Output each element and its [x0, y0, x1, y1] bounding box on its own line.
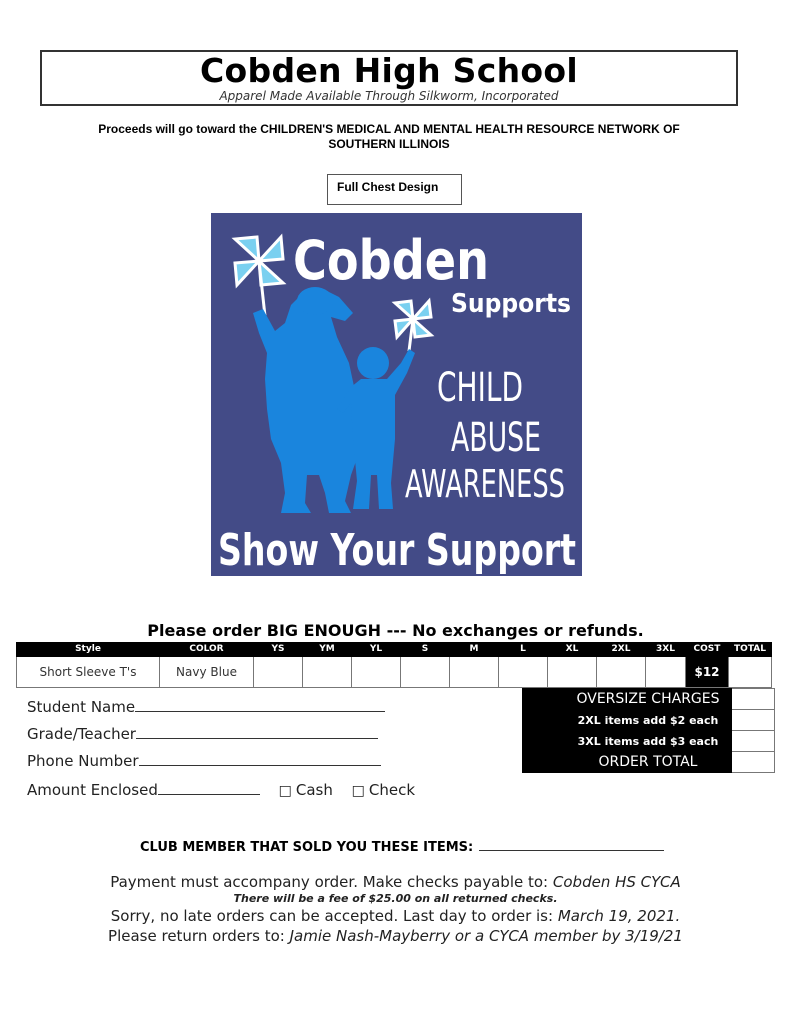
artwork-show-support-text: Show Your Support	[218, 525, 576, 576]
qty-ym-cell[interactable]	[303, 657, 352, 688]
color-cell: Navy Blue	[160, 657, 254, 688]
order-table-header-row	[17, 643, 772, 657]
late-order-note	[0, 907, 791, 925]
qty-xl-cell[interactable]	[548, 657, 597, 688]
phone-number-field[interactable]	[27, 751, 381, 770]
return-to: Jamie Nash-Mayberry or a CYCA member by 3/19/21	[289, 927, 683, 945]
table-row	[523, 689, 775, 710]
club-member-label: CLUB MEMBER THAT SOLD YOU THESE ITEMS:	[140, 840, 474, 855]
return-orders-note	[0, 927, 791, 945]
qty-3xl-cell[interactable]	[646, 657, 686, 688]
column-header: M	[450, 643, 499, 657]
page-subtitle: Apparel Made Available Through Silkworm, Incorporated	[219, 89, 559, 103]
returned-check-fee: There will be a fee of $25.00 on all returned checks.	[233, 892, 558, 905]
qty-yl-cell[interactable]	[352, 657, 401, 688]
artwork-abuse-text: ABUSE	[451, 415, 541, 461]
return-prefix: Please return orders to:	[108, 927, 285, 945]
qty-ys-cell[interactable]	[254, 657, 303, 688]
header-box	[40, 50, 738, 106]
column-header: L	[499, 643, 548, 657]
artwork-child-text: CHILD	[437, 365, 523, 411]
column-header: YS	[254, 643, 303, 657]
artwork-cobden-text: Cobden	[293, 229, 489, 292]
column-header: S	[401, 643, 450, 657]
cost-cell: $12	[686, 657, 729, 688]
oversize-charges-table	[522, 688, 775, 773]
oversize-2xl-row: 2XL items add $2 each	[565, 710, 732, 731]
checkbox-icon: □	[278, 783, 292, 799]
proceeds-line-1: Proceeds will go toward the CHILDREN'S MEDICAL AND MENTAL HEALTH RESOURCE NETWORK OF	[98, 122, 680, 136]
column-header: YL	[352, 643, 401, 657]
amount-enclosed-field[interactable]	[27, 780, 415, 799]
amount-enclosed-label: Amount Enclosed	[27, 781, 158, 799]
order-total-label: ORDER TOTAL	[565, 752, 732, 773]
oversize-3xl-row: 3XL items add $3 each	[565, 731, 732, 752]
qty-m-cell[interactable]	[450, 657, 499, 688]
student-name-label: Student Name	[27, 698, 136, 716]
last-day: March 19, 2021.	[557, 907, 681, 925]
student-name-field[interactable]	[27, 697, 385, 716]
cash-label: Cash	[295, 781, 333, 799]
style-cell: Short Sleeve T's	[17, 657, 160, 688]
artwork-supports-text: Supports	[451, 289, 571, 319]
club-member-field[interactable]	[140, 836, 664, 855]
total-cell[interactable]	[729, 657, 772, 688]
phone-number-blank[interactable]	[139, 751, 381, 766]
order-table	[16, 642, 772, 688]
proceeds-statement	[60, 122, 718, 152]
column-header: 3XL	[646, 643, 686, 657]
artwork-awareness-text: AWARENESS	[405, 462, 565, 506]
proceeds-line-2: SOUTHERN ILLINOIS	[328, 137, 450, 151]
table-row	[523, 710, 775, 731]
order-total-cell[interactable]	[732, 752, 775, 773]
column-header: COLOR	[160, 643, 254, 657]
payment-prefix: Payment must accompany order. Make checks payable to:	[110, 873, 549, 891]
grade-teacher-blank[interactable]	[136, 724, 378, 739]
oversize-3xl-total-cell[interactable]	[732, 731, 775, 752]
grade-teacher-label: Grade/Teacher	[27, 725, 136, 743]
phone-number-label: Phone Number	[27, 752, 139, 770]
shirt-design-artwork	[211, 213, 582, 576]
student-name-blank[interactable]	[135, 697, 385, 712]
oversize-header-total-cell[interactable]	[732, 689, 775, 710]
column-header: 2XL	[597, 643, 646, 657]
design-label: Full Chest Design	[327, 174, 462, 205]
grade-teacher-field[interactable]	[27, 724, 378, 743]
page-title: Cobden High School	[200, 51, 578, 90]
payee-name: Cobden HS CYCA	[552, 873, 681, 891]
qty-2xl-cell[interactable]	[597, 657, 646, 688]
column-header: COST	[686, 643, 729, 657]
checkbox-icon: □	[351, 783, 365, 799]
check-label: Check	[368, 781, 416, 799]
column-header: TOTAL	[729, 643, 772, 657]
oversize-2xl-total-cell[interactable]	[732, 710, 775, 731]
amount-enclosed-blank[interactable]	[158, 780, 260, 795]
oversize-header: OVERSIZE CHARGES	[565, 689, 732, 710]
check-checkbox[interactable]	[352, 781, 415, 799]
column-header: Style	[17, 643, 160, 657]
cash-checkbox[interactable]	[279, 781, 333, 799]
payment-note	[0, 873, 791, 891]
column-header: XL	[548, 643, 597, 657]
late-prefix: Sorry, no late orders can be accepted. Last day to order is:	[110, 907, 554, 925]
club-member-blank[interactable]	[479, 836, 664, 851]
qty-l-cell[interactable]	[499, 657, 548, 688]
table-row	[523, 752, 775, 773]
column-header: YM	[303, 643, 352, 657]
qty-s-cell[interactable]	[401, 657, 450, 688]
order-warning: Please order BIG ENOUGH --- No exchanges or refunds.	[147, 621, 644, 640]
table-row	[523, 731, 775, 752]
table-row	[17, 657, 772, 688]
